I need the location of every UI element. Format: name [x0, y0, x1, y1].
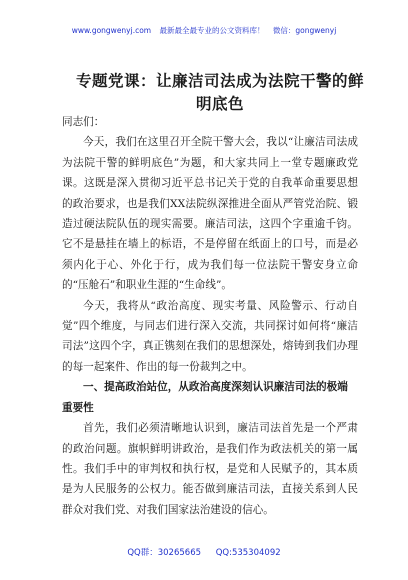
body-paragraph-2: 今天，我将从“政治高度、现实考量、风险警示、行动自觉”四个维度，与同志们进行深入交流，共同探讨如何将“廉洁司法”这四个字，真正镌刻在我们的思想深处，熔铸到我们办理的每一起案件、作出的每一份裁判之中。 — [62, 299, 358, 373]
footer-qq: QQ:535304092 — [215, 548, 281, 558]
document-title: 专题党课：让廉洁司法成为法院干警的鲜明底色 — [75, 72, 364, 113]
header-slogan: 最新最全最专业的公文资料库！ — [159, 26, 265, 35]
section-1-paragraph: 首先，我们必须清晰地认识到，廉洁司法首先是一个严肃的政治问题。旗帜鲜明讲政治，是我们作为政法机关的第一属性。我们手中的审判权和执行权，是党和人民赋予的，其本质是为人民服务的公权力。能否做到廉洁司法，直接关系到人民群众对我们党、对我们国家法治建设的信心。 — [62, 422, 358, 516]
page-footer — [0, 546, 408, 558]
section-heading-1: 一、提高政治站位，从政治高度深刻认识廉洁司法的极端重要性 — [62, 381, 348, 414]
salutation: 同志们： — [62, 116, 105, 128]
page-header — [0, 25, 408, 36]
footer-qq-group: QQ群：30265665 — [127, 548, 202, 558]
document-body — [62, 112, 358, 520]
header-url-link[interactable]: www.gongwenyj.com — [71, 26, 152, 35]
header-wechat: 微信：gongwenyj — [272, 26, 337, 35]
body-paragraph-1: 今天，我们在这里召开全院干警大会，我以“让廉洁司法成为法院干警的鲜明底色”为题，和大家共同上一堂专题廉政党课。这既是深入贯彻习近平总书记关于党的自我革命重要思想的政治要求，也是我们XX法院纵深推进全面从严管党治院、锻造过硬法院队伍的现实需要。廉洁司法，这四个字重逾千钧。它不是悬挂在墙上的标语，不是停留在纸面上的口号，而是必须内化于心、外化于行，成为我们每一位法院干警安身立命的“压舱石”和职业生涯的“生命线”。 — [62, 136, 358, 292]
